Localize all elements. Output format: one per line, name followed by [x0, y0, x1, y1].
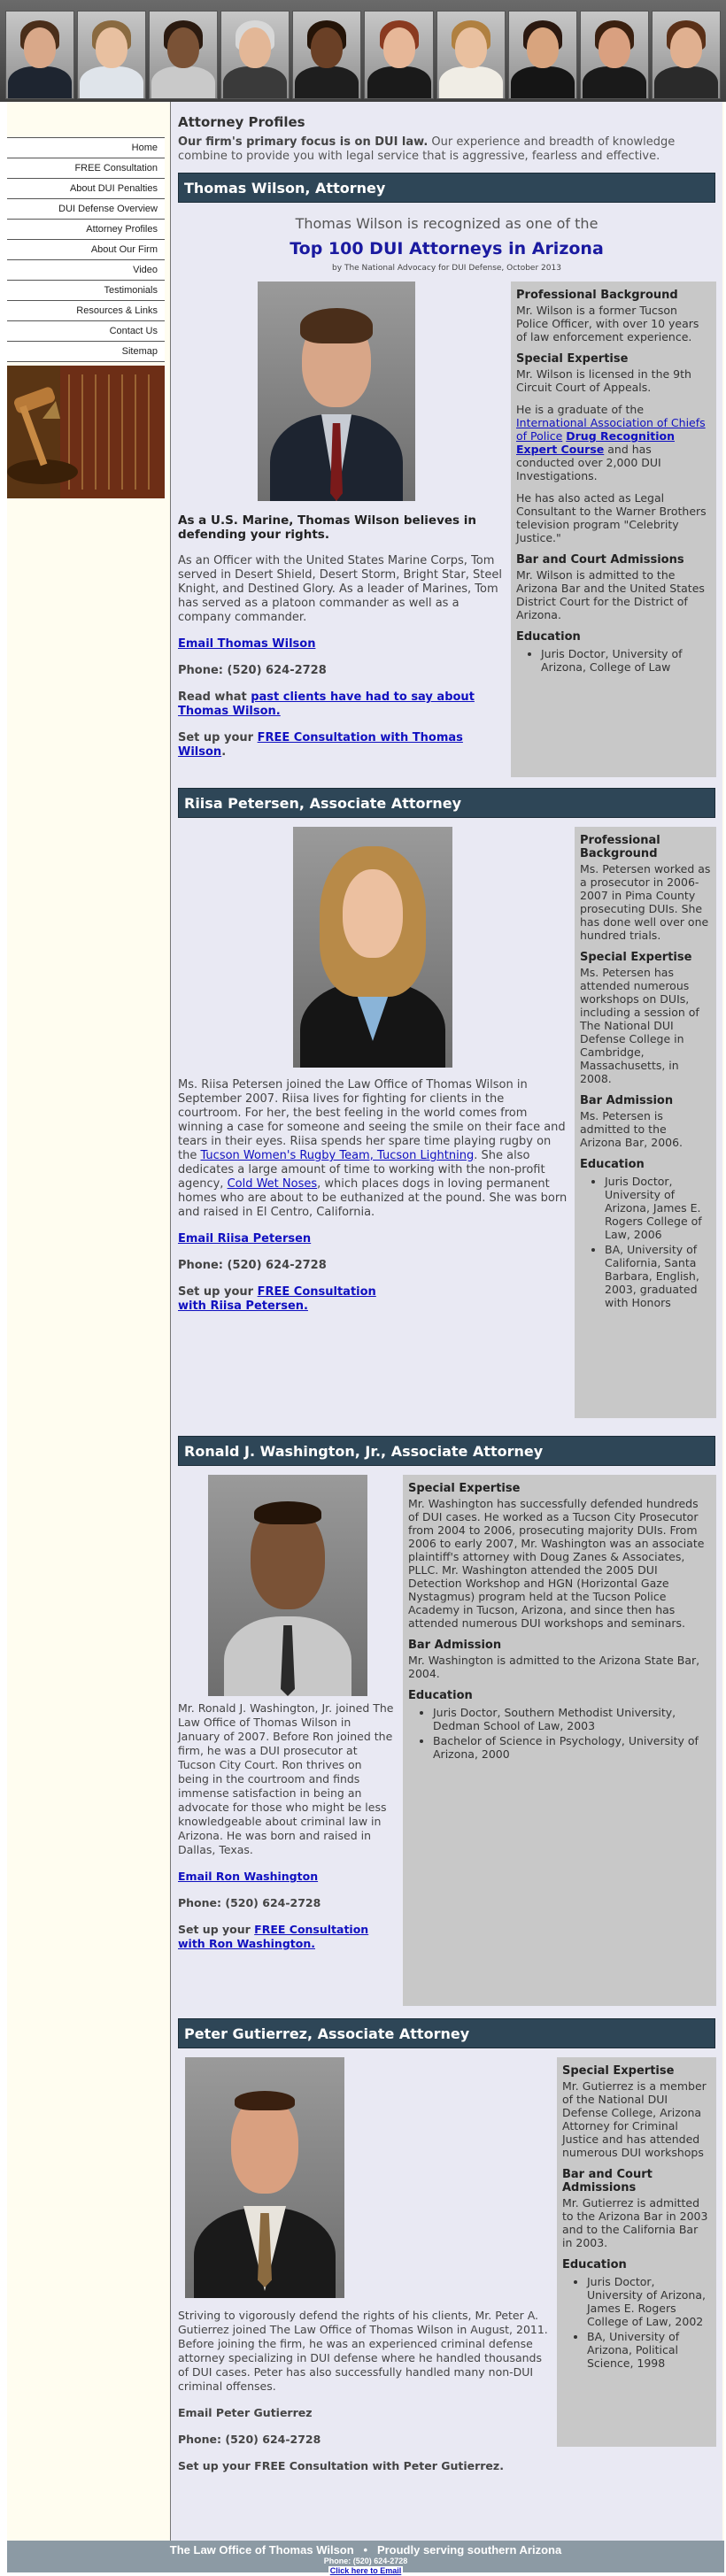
attorney-portrait-5 [292, 11, 361, 99]
wilson-background: Mr. Wilson is a former Tucson Police Officer, with over 10 years of law enforcement experience. [516, 304, 699, 343]
portrait-torso [654, 66, 718, 99]
profile-gutierrez [178, 2057, 715, 2472]
portrait-face [599, 27, 630, 68]
wilson-education-list [516, 647, 711, 674]
section-header-gutierrez: Peter Gutierrez, Associate Attorney [178, 2018, 715, 2048]
nav-item-dui-defense-overview[interactable]: DUI Defense Overview [7, 199, 165, 220]
profile-petersen [178, 827, 715, 1429]
portrait-torso [367, 66, 431, 99]
gutierrez-body [178, 2309, 553, 2486]
footer-email-link[interactable]: Click here to Email [329, 2566, 402, 2575]
footer [7, 2541, 724, 2575]
header-banner [0, 0, 726, 102]
intro-rest: Our experience and breadth of knowledge combine to provide you with legal service that is aggressive, fearless and effective. [178, 135, 676, 163]
section-header-wilson: Thomas Wilson, Attorney [178, 173, 715, 203]
award-title: Top 100 DUI Attorneys in Arizona [290, 239, 604, 258]
portrait-face [383, 27, 415, 68]
h-background: Professional Background [516, 289, 678, 302]
attorney-portrait-1 [5, 11, 74, 99]
wilson-phone: Phone: (520) 624-2728 [178, 664, 327, 677]
h-expertise: Special Expertise [580, 951, 692, 964]
consult-petersen-link[interactable]: FREE Consultation with Riisa Petersen. [178, 1285, 376, 1313]
h-expertise: Special Expertise [562, 2064, 675, 2078]
main-nav [7, 137, 165, 362]
portrait-torso [511, 66, 575, 99]
washington-bar: Mr. Washington is admitted to the Arizona State Bar, 2004. [408, 1654, 700, 1680]
washington-phone: Phone: (520) 624-2728 [178, 1896, 321, 1909]
education-item: • BA, University of California, Santa Barbara, English, 2003, graduated with Honors [605, 1243, 711, 1309]
wilson-graduate [516, 403, 711, 482]
grad-suffix: and has conducted over 2,000 DUI Investigations. [516, 443, 661, 482]
bio-part-3: , which places dogs in loving permanent homes who are about to be euthanized at the pound. She was born and raised in El Centro, California. [178, 1177, 568, 1219]
bio-part-2: . She also dedicates a large amount of time to working with the non-profit agency, [178, 1149, 545, 1191]
section-header-washington: Ronald J. Washington, Jr., Associate Attorney [178, 1436, 715, 1466]
page-title: Attorney Profiles [178, 114, 305, 130]
portrait-torso [151, 66, 215, 99]
wilson-bar: Mr. Wilson is admitted to the Arizona Bar and the United States District Court for the District of Arizona. [516, 568, 705, 621]
portrait-face [311, 27, 343, 68]
portrait-torso [8, 66, 72, 99]
portrait-torso [439, 66, 503, 99]
nav-item-home[interactable]: Home [7, 138, 165, 158]
wilson-expertise: Mr. Wilson is licensed in the 9th Circuit Court of Appeals. [516, 367, 691, 394]
h-education: Education [580, 1158, 645, 1171]
h-bar: Bar and Court Admissions [562, 2168, 653, 2194]
profile-wilson [178, 282, 715, 777]
education-item: • Bachelor of Science in Psychology, University of Arizona, 2000 [433, 1734, 711, 1761]
gavel-icon [7, 366, 165, 498]
gutierrez-bio: Striving to vigorously defend the rights of his clients, Mr. Peter A. Gutierrez joined The Law Office of Thomas Wilson in August, 2011. Before joining the firm, he was an experienced criminal defense attorney specializing in DUI defense where he handled thousands of DUI cases. Peter has also successfully handled many non-DUI criminal offenses. [178, 2309, 548, 2393]
intro-text [178, 135, 715, 164]
gutierrez-expertise: Mr. Gutierrez is a member of the National DUI Defense College, Arizona Attorney for Criminal Justice and has attended numerous DUI workshops [562, 2079, 707, 2159]
washington-consult [178, 1923, 396, 1951]
gutierrez-consult: Set up your FREE Consultation with Peter Gutierrez. [178, 2459, 504, 2472]
wilson-tagline: As a U.S. Marine, Thomas Wilson believes in defending your rights. [178, 513, 476, 542]
portrait-torso [80, 66, 143, 99]
email-petersen-link[interactable]: Email Riisa Petersen [178, 1232, 312, 1246]
footer-phone: Phone: (520) 624-2728 [323, 2557, 408, 2565]
footer-separator: • [363, 2543, 368, 2557]
dre-course-link[interactable]: Drug Recognition Expert Course [516, 429, 675, 456]
sidebar [7, 102, 165, 2541]
attorney-portrait-7 [436, 11, 506, 99]
testimonials-link[interactable]: past clients have had to say about Thomas Wilson. [178, 690, 475, 718]
intro-bold: Our firm's primary focus is on DUI law. [178, 135, 429, 149]
h-expertise: Special Expertise [516, 352, 629, 366]
attorney-portrait-4 [220, 11, 290, 99]
portrait-face [455, 27, 487, 68]
portrait-torso [295, 66, 359, 99]
nav-item-contact-us[interactable]: Contact Us [7, 321, 165, 342]
washington-bio: Mr. Ronald J. Washington, Jr. joined The Law Office of Thomas Wilson in January of 2007. Before Ron joined the firm, he was a DUI prosecutor at Tucson City Court. Ron thrives on being in the courtroom and finds immense satisfaction in being an advocate for those who might be less knowledgeable about criminal law in Arizona. He was born and raised in Dallas, Texas. [178, 1701, 394, 1856]
wilson-body [178, 513, 504, 772]
portrait-face [24, 27, 56, 68]
gutierrez-education-list [562, 2275, 711, 2370]
nav-item-video[interactable]: Video [7, 260, 165, 281]
washington-education-list [408, 1706, 711, 1761]
email-washington-link[interactable]: Email Ron Washington [178, 1870, 319, 1883]
award-banner [178, 215, 715, 273]
portrait-face [527, 27, 559, 68]
h-bar: Bar Admission [580, 1094, 674, 1107]
attorney-portrait-10 [652, 11, 721, 99]
gutierrez-bar: Mr. Gutierrez is admitted to the Arizona Bar in 2003 and to the California Bar in 2003. [562, 2196, 708, 2249]
petersen-bar: Ms. Petersen is admitted to the Arizona Bar, 2006. [580, 1109, 684, 1149]
portrait-face [96, 27, 127, 68]
grad-prefix: He is a graduate of the [516, 403, 645, 416]
h-background: Professional Background [580, 834, 660, 860]
nav-item-about-our-firm[interactable]: About Our Firm [7, 240, 165, 260]
portrait-face [670, 27, 702, 68]
consult-wilson-link[interactable]: FREE Consultation with Thomas Wilson [178, 731, 463, 759]
petersen-background: Ms. Petersen worked as a prosecutor in 2006-2007 in Pima County prosecuting DUIs. She has done well over one hundred trials. [580, 862, 711, 942]
washington-body [178, 1701, 396, 1963]
nav-item-attorney-profiles[interactable]: Attorney Profiles [7, 220, 165, 240]
gutierrez-sidebox [557, 2057, 716, 2447]
education-item: • BA, University of Arizona, Political Science, 1998 [587, 2330, 711, 2370]
iacp-link[interactable]: International Association of Chiefs of Police [516, 416, 706, 443]
petersen-education-list [580, 1175, 711, 1309]
setup-prefix: Set up your [178, 1285, 258, 1299]
education-item: • Juris Doctor, University of Arizona, College of Law [541, 647, 711, 674]
nav-item-about-dui-penalties[interactable]: About DUI Penalties [7, 179, 165, 199]
main-content [170, 102, 722, 2541]
cold-wet-noses-link[interactable]: Cold Wet Noses [227, 1177, 318, 1191]
email-wilson-link[interactable]: Email Thomas Wilson [178, 637, 316, 651]
h-education: Education [516, 630, 581, 644]
photo-thomas-wilson [258, 282, 415, 501]
petersen-body [178, 1078, 568, 1326]
portrait-torso [223, 66, 287, 99]
consult-washington-link[interactable]: FREE Consultation with Ron Washington. [178, 1923, 369, 1950]
portrait-torso [583, 66, 646, 99]
petersen-bio [178, 1078, 568, 1220]
petersen-phone: Phone: (520) 624-2728 [178, 1259, 327, 1272]
nav-item-resources-links[interactable]: Resources & Links [7, 301, 165, 321]
footer-contact [7, 2557, 724, 2566]
nav-item-testimonials[interactable]: Testimonials [7, 281, 165, 301]
gutierrez-email: Email Peter Gutierrez [178, 2406, 313, 2419]
portrait-face [239, 27, 271, 68]
setup-prefix: Set up your [178, 1923, 255, 1936]
footer-email-line [7, 2566, 724, 2576]
gutierrez-phone: Phone: (520) 624-2728 [178, 2433, 321, 2446]
attorney-portrait-8 [508, 11, 577, 99]
section-header-petersen: Riisa Petersen, Associate Attorney [178, 788, 715, 818]
attorney-portrait-9 [580, 11, 649, 99]
footer-tagline [7, 2541, 724, 2557]
photo-riisa-petersen [293, 827, 452, 1068]
profile-washington [178, 1475, 715, 2006]
award-source: by The National Advocacy for DUI Defense, October 2013 [332, 264, 561, 273]
photo-ron-washington [208, 1475, 367, 1696]
bio-part-1: Ms. Riisa Petersen joined the Law Office of Thomas Wilson in September 2007. Riisa lives for fighting for clients in the courtroom. For her, the best feeling in the world comes from winning a case for someone and seeing the smile on their face and tears in their eyes. Riisa spends her spare time playing rugby on the [178, 1078, 566, 1162]
h-expertise: Special Expertise [408, 1482, 521, 1495]
h-education: Education [408, 1689, 473, 1702]
attorney-portrait-2 [77, 11, 146, 99]
nav-item-sitemap[interactable]: Sitemap [7, 342, 165, 362]
setup-prefix: Set up your [178, 731, 258, 744]
wilson-bio: As an Officer with the United States Marine Corps, Tom served in Desert Shield, Desert Storm, Bright Star, Steel Knight, and Destined Glory. As a leader of Marines, Tom has served as a platoon commander as well as a company commander. [178, 554, 502, 624]
education-item: • Juris Doctor, University of Arizona, James E. Rogers College of Law, 2002 [587, 2275, 711, 2328]
washington-expertise: Mr. Washington has successfully defended hundreds of DUI cases. He worked as a Tucson City Prosecutor from 2004 to 2006, prosecuting majority DUIs. From 2006 to early 2007, Mr. Washington was an associate plaintiff's attorney with Doug Zanes & Associates, PLLC. Mr. Washington attended the 2005 DUI Detection Workshop and HGN (Horizontal Gaze Nystagmus) program held at the Tucson Police Academy in Tucson, Arizona, and since then has attended numerous DUI workshops and seminars. [408, 1497, 705, 1630]
wilson-sidebox [511, 282, 716, 777]
rugby-team-link[interactable]: Tucson Women's Rugby Team, Tucson Lightning [200, 1149, 475, 1162]
wilson-testimonials [178, 690, 504, 719]
education-item: • Juris Doctor, University of Arizona, James E. Rogers College of Law, 2006 [605, 1175, 711, 1241]
footer-serving: Proudly serving southern Arizona [376, 2543, 562, 2557]
h-education: Education [562, 2258, 627, 2271]
petersen-expertise: Ms. Petersen has attended numerous workshops on DUIs, including a session of The National DUI Defense College in Cambridge, Massachusetts, in 2008. [580, 966, 699, 1085]
h-bar: Bar and Court Admissions [516, 553, 684, 567]
petersen-sidebox [575, 827, 716, 1418]
page-body [7, 102, 724, 2541]
footer-firm: The Law Office of Thomas Wilson [169, 2543, 354, 2557]
photo-peter-gutierrez [185, 2057, 344, 2298]
award-line-1: Thomas Wilson is recognized as one of the [295, 215, 599, 232]
wilson-consult [178, 731, 504, 760]
nav-item-free-consultation[interactable]: FREE Consultation [7, 158, 165, 179]
gavel-image [7, 366, 165, 498]
washington-sidebox [403, 1475, 716, 2006]
education-item: • Juris Doctor, Southern Methodist University, Dedman School of Law, 2003 [433, 1706, 711, 1732]
petersen-consult [178, 1285, 382, 1314]
attorney-portrait-3 [149, 11, 218, 99]
setup-suffix: . [221, 745, 227, 759]
h-bar: Bar Admission [408, 1639, 502, 1652]
attorney-portrait-6 [364, 11, 433, 99]
wilson-consultant: He has also acted as Legal Consultant to the Warner Brothers television program "Celebrity Justice." [516, 491, 707, 544]
read-prefix: Read what [178, 690, 251, 704]
portrait-face [167, 27, 199, 68]
